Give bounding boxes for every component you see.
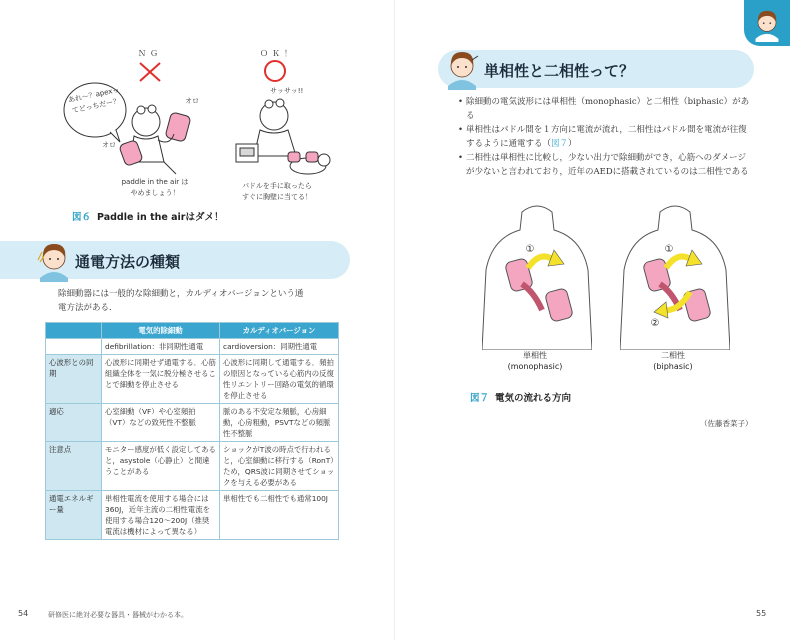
table-subheader-empty — [46, 339, 102, 355]
figure7-caption — [470, 390, 571, 404]
figure6-caption — [72, 209, 223, 223]
running-title: 研修医に絶対必要な器具・器械がわかる本。 — [48, 611, 188, 619]
table-row-head: 適応 — [46, 404, 102, 442]
figure6-caption-text: Paddle in the airはダメ！ — [97, 212, 224, 223]
doctor-avatar-icon — [442, 46, 482, 90]
table-cell: 脈のある不安定な頻脈，心房細動，心房粗動，PSVTなどの頻脈性不整脈 — [220, 404, 339, 442]
figure7-caption-text: 電気の流れる方向 — [495, 393, 572, 404]
table-row-head: 注意点 — [46, 442, 102, 491]
table-subheader-cardioversion: cardioversion：同期性通電 — [220, 339, 339, 355]
table-header-row — [46, 323, 339, 339]
method-comparison-table — [45, 322, 339, 540]
ok-circle-icon — [262, 58, 288, 84]
phasic-bullet-list — [458, 95, 754, 179]
table-cell: 心室細動（VF）や心室頻拍（VT）などの致死性不整脈 — [102, 404, 220, 442]
sfx-right: サッサッ!! — [270, 87, 304, 95]
ok-label: ＯＫ！ — [260, 49, 296, 58]
table-subheader-row — [46, 339, 339, 355]
ok-doctor-illustration — [222, 86, 332, 182]
table-cell: 心波形に同期せず通電する．心筋組織全体を一気に脱分極させることで細動を停止させる — [102, 355, 220, 404]
table-row-head: 心波形との同期 — [46, 355, 102, 404]
list-item: • 二相性は単相性に比較し，少ない出力で除細動ができ，心筋へのダメージが少ないと言われており，近年のAEDに搭載されているのは二相性である — [458, 151, 754, 179]
marker-1-monophasic: ① — [525, 244, 535, 255]
marker-1-biphasic: ① — [664, 244, 674, 255]
list-item: • 除細動の電気波形には単相性（monophasic）と二相性（biphasic）がある — [458, 95, 754, 123]
figure6-caption-num: 図６ — [72, 212, 92, 223]
biphasic-torso-illustration — [620, 200, 730, 350]
table-cell: 単相性でも二相性でも通常100J — [220, 491, 339, 540]
page-number-right: 55 — [756, 609, 767, 618]
intro-paragraph: 除細動器には一般的な除細動と，カルディオバージョンという通 電方法がある． — [58, 289, 304, 313]
table-cell: ショックがT波の時点で行われると，心室細動に移行する（RonT）ため，QRS波に同期させてショックを与える必要がある — [220, 442, 339, 491]
table-row — [46, 491, 339, 540]
section-title-method: 通電方法の種類 — [75, 253, 181, 271]
table-header-empty — [46, 323, 102, 339]
note-right: パドルを手に取ったら すぐに胸壁に当てる！ — [242, 182, 312, 201]
table-row — [46, 404, 339, 442]
monophasic-label: 単相性 (monophasic) — [507, 351, 563, 371]
table-header-defib: 電気的除細動 — [102, 323, 220, 339]
author-credit: （佐藤香菜子） — [700, 419, 753, 428]
sfx-left-1: オロ — [185, 97, 199, 105]
doctor-avatar-icon — [34, 238, 74, 282]
marker-2-biphasic: ② — [650, 318, 660, 329]
ng-label: ＮＧ — [138, 49, 162, 58]
section-title-phasic: 単相性と二相性って？ — [484, 62, 635, 80]
table-subheader-defib: defibrillation：非同期性通電 — [102, 339, 220, 355]
table-row — [46, 442, 339, 491]
biphasic-label: 二相性 (biphasic) — [653, 351, 693, 371]
page-number-left: 54 — [18, 609, 29, 618]
speech-bubble-text: あれ～？apexってどっちだー？ — [67, 85, 121, 115]
note-left: paddle in the air は やめましょう！ — [121, 178, 189, 197]
sfx-left-2: オロ — [102, 141, 116, 149]
table-cell: モニター感度が低く設定してあると，asystole（心静止）と間違うことがある — [102, 442, 220, 491]
corner-avatar-icon — [750, 6, 784, 42]
table-cell: 心波形に同期して通電する．頻拍の原因となっている心筋内の反復性リエントリー回路の電気的循環を停止させる — [220, 355, 339, 404]
table-header-cardioversion: カルディオバージョン — [220, 323, 339, 339]
table-row — [46, 355, 339, 404]
monophasic-torso-illustration — [482, 200, 592, 350]
list-item: • 単相性はパドル間を１方向に電流が流れ，二相性はパドル間を電流が往復するように通電する（図７） — [458, 123, 754, 151]
table-cell: 単相性電流を使用する場合には360J，近年主流の二相性電流を使用する場合120～200J（推奨電流は機材によって異なる） — [102, 491, 220, 540]
figure7-caption-num: 図７ — [470, 393, 490, 404]
figure7-reference: 図７ — [551, 139, 569, 149]
ng-cross-icon — [137, 60, 163, 84]
table-row-head: 通電エネルギー量 — [46, 491, 102, 540]
